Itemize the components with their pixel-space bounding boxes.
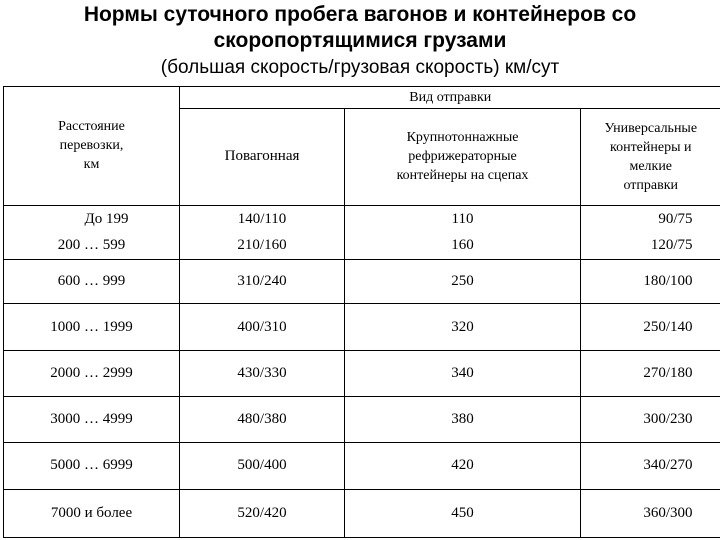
universal-cell: 300/230: [581, 397, 720, 443]
header-large-containers: Крупнотоннажные рефрижераторные контейнеры на сцепах: [345, 109, 581, 206]
large-container-cell: 420: [345, 443, 581, 489]
wagon-cell: 430/330: [180, 350, 345, 396]
distance-cell: 1000 … 1999: [4, 304, 180, 350]
distance-cell: До 199 200 … 599: [4, 205, 180, 259]
wagon-cell: 520/420: [180, 489, 345, 537]
large-container-cell: 340: [345, 350, 581, 396]
wagon-cell: 500/400: [180, 443, 345, 489]
wagon-cell: 400/310: [180, 304, 345, 350]
header-distance: Расстояние перевозки, км: [4, 87, 180, 206]
page-title: Нормы суточного пробега вагонов и контейнеров со: [83, 3, 637, 26]
header-wagon: Повагонная: [180, 109, 345, 206]
large-container-cell: 250: [345, 260, 581, 304]
table-row: [4, 443, 720, 489]
universal-cell: 90/75 120/75: [581, 205, 720, 259]
wagon-cell: 140/110 210/160: [180, 205, 345, 259]
header-dispatch-type: Вид отправки: [180, 87, 720, 109]
universal-cell: 360/300: [581, 489, 720, 537]
table-row: [4, 397, 720, 443]
universal-cell: 180/100: [581, 260, 720, 304]
distance-cell: 600 … 999: [4, 260, 180, 304]
large-container-cell: 320: [345, 304, 581, 350]
universal-cell: 270/180: [581, 350, 720, 396]
large-container-cell: 110 160: [345, 205, 581, 259]
table-row: [4, 260, 720, 304]
page-title-continued: скоропортящимися грузами: [213, 29, 507, 52]
table-row: [4, 350, 720, 396]
mileage-norms-table: [3, 86, 720, 538]
universal-cell: 340/270: [581, 443, 720, 489]
title-block: [0, 0, 720, 84]
table-row: [4, 489, 720, 537]
distance-cell: 2000 … 2999: [4, 350, 180, 396]
table-row: [4, 205, 720, 259]
distance-cell: 3000 … 4999: [4, 397, 180, 443]
large-container-cell: 450: [345, 489, 581, 537]
distance-cell: 5000 … 6999: [4, 443, 180, 489]
header-universal: Универсальные контейнеры и мелкие отправки: [581, 109, 720, 206]
wagon-cell: 480/380: [180, 397, 345, 443]
page-subtitle: (большая скорость/грузовая скорость) км/сут: [160, 57, 560, 78]
universal-cell: 250/140: [581, 304, 720, 350]
distance-cell: 7000 и более: [4, 489, 180, 537]
wagon-cell: 310/240: [180, 260, 345, 304]
large-container-cell: 380: [345, 397, 581, 443]
table-row: [4, 304, 720, 350]
